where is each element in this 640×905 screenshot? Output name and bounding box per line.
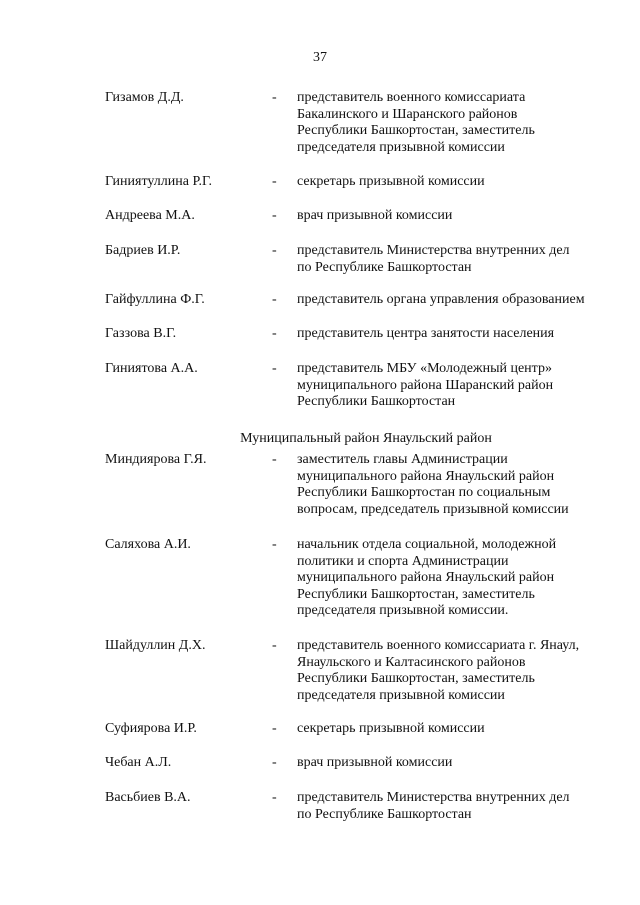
dash: - xyxy=(272,243,277,258)
dash: - xyxy=(272,208,277,223)
dash: - xyxy=(272,638,277,653)
member-name: Суфиярова И.Р. xyxy=(105,721,197,736)
member-role: представитель органа управления образованием xyxy=(297,292,585,307)
member-name: Гиниятуллина Р.Г. xyxy=(105,174,213,189)
member-role: представитель военного комиссариата г. Янаул, Янаульского и Калтасинского районов Республики Башкортостан, заместитель председателя призывной комиссии xyxy=(297,638,580,703)
section-heading: Муниципальный район Янаульский район xyxy=(240,431,492,446)
member-name: Газзова В.Г. xyxy=(105,326,177,341)
member-name: Андреева М.А. xyxy=(105,208,195,223)
member-role: представитель Министерства внутренних дел по Республике Башкортостан xyxy=(297,243,570,275)
member-role: представитель военного комиссариата Бакалинского и Шаранского районов Республики Башкортостан, заместитель председателя призывной комиссии xyxy=(297,90,535,155)
dash: - xyxy=(272,452,277,467)
member-name: Бадриев И.Р. xyxy=(105,243,181,258)
member-name: Шайдуллин Д.Х. xyxy=(105,638,206,653)
dash: - xyxy=(272,755,277,770)
member-role: начальник отдела социальной, молодежной политики и спорта Администрации муниципального района Янаульский район Республики Башкортостан, заместитель председателя призывной комиссии. xyxy=(297,537,557,618)
member-name: Гиниятова А.А. xyxy=(105,361,198,376)
member-name: Гайфуллина Ф.Г. xyxy=(105,292,205,307)
member-role: представитель МБУ «Молодежный центр» муниципального района Шаранский район Республики Башкортостан xyxy=(297,361,554,409)
member-role: врач призывной комиссии xyxy=(297,755,453,770)
dash: - xyxy=(272,790,277,805)
member-role: представитель центра занятости населения xyxy=(297,326,555,341)
member-role: заместитель главы Администрации муниципального района Янаульский район Республики Башкортостан по социальным вопросам, председатель призывной комиссии xyxy=(297,452,569,517)
member-name: Чебан А.Л. xyxy=(105,755,172,770)
member-role: представитель Министерства внутренних дел по Республике Башкортостан xyxy=(297,790,570,822)
dash: - xyxy=(272,292,277,307)
member-name: Гизамов Д.Д. xyxy=(105,90,184,105)
member-role: секретарь призывной комиссии xyxy=(297,721,485,736)
dash: - xyxy=(272,326,277,341)
member-name: Васьбиев В.А. xyxy=(105,790,191,805)
member-name: Саляхова А.И. xyxy=(105,537,191,552)
member-role: секретарь призывной комиссии xyxy=(297,174,485,189)
dash: - xyxy=(272,361,277,376)
dash: - xyxy=(272,537,277,552)
member-name: Миндиярова Г.Я. xyxy=(105,452,207,467)
dash: - xyxy=(272,721,277,736)
dash: - xyxy=(272,174,277,189)
member-role: врач призывной комиссии xyxy=(297,208,453,223)
page-number: 37 xyxy=(313,50,327,65)
dash: - xyxy=(272,90,277,105)
